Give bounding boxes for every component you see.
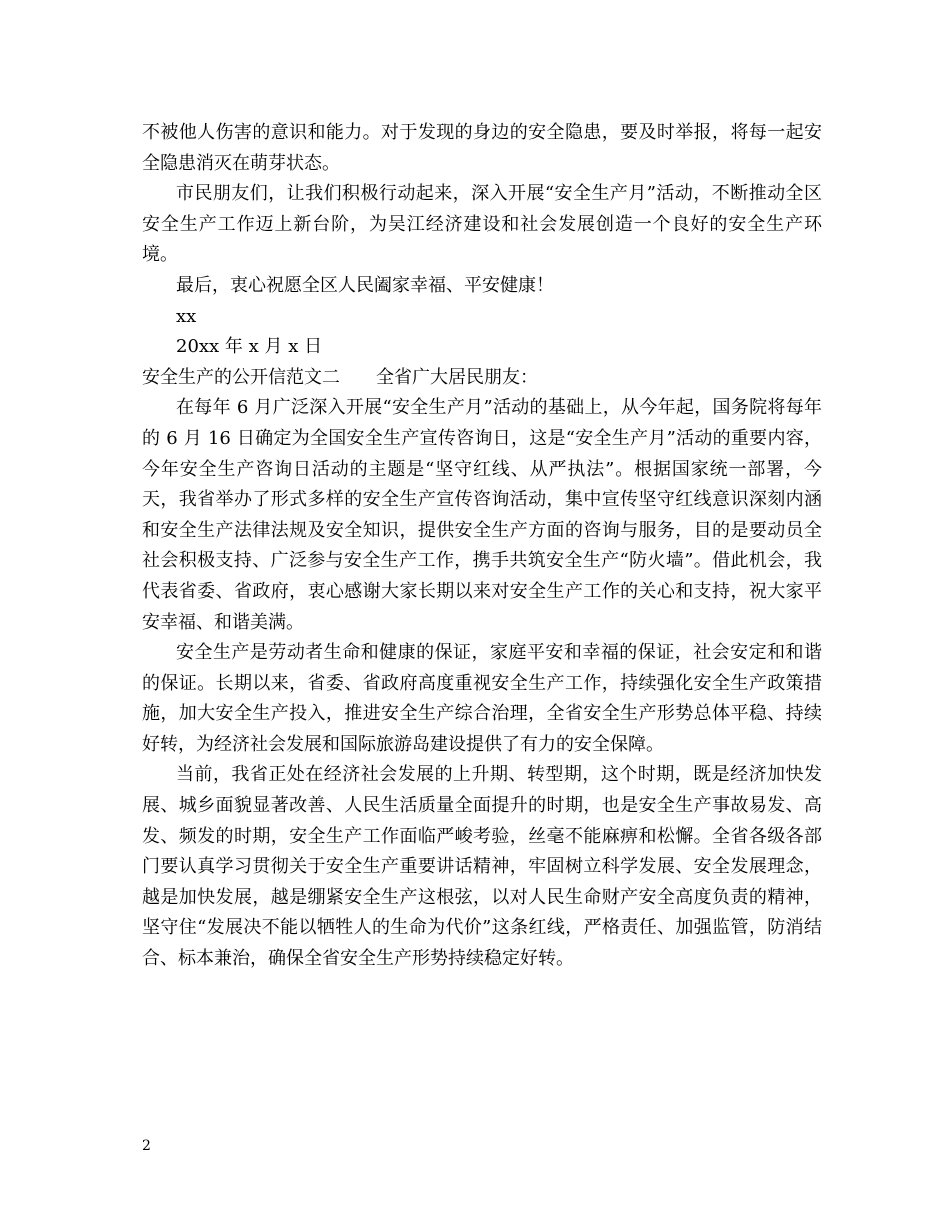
- paragraph-safety-guarantee: 安全生产是劳动者生命和健康的保证，家庭平安和幸福的保证，社会安定和和谐的保证。长期以来，省委、省政府高度重视安全生产工作，持续强化安全生产政策措施，加大安全生产投入，推进安全生产综合治理，全省安全生产形势总体平稳、持续好转，为经济社会发展和国际旅游岛建设提供了有力的安全保障。: [142, 642, 822, 755]
- paragraph-closing-wish: 最后，衷心祝愿全区人民阖家幸福、平安健康！: [176, 274, 554, 296]
- paragraph-call-to-action: 市民朋友们，让我们积极行动起来，深入开展“安全生产月”活动，不断推动全区安全生产工作迈上新台阶，为吴江经济建设和社会发展创造一个良好的安全生产环境。: [142, 183, 822, 266]
- signature: xx: [176, 305, 197, 327]
- paragraph-current-situation: 当前，我省正处在经济社会发展的上升期、转型期，这个时期，既是经济加快发展、城乡面貌显著改善、人民生活质量全面提升的时期，也是安全生产事故易发、高发、频发的时期，安全生产工作面临严峻考验，丝毫不能麻痹和松懈。全省各级各部门要认真学习贯彻关于安全生产重要讲话精神，牢固树立科学发展、安全发展理念，越是加快发展，越是绷紧安全生产这根弦，以对人民生命财产安全高度负责的精神，坚守住“发展决不能以牺牲人的生命为代价”这条红线，严格责任、加强监管，防消结合、标本兼治，确保全省安全生产形势持续稳定好转。: [142, 764, 822, 970]
- paragraph-continuation: 不被他人伤害的意识和能力。对于发现的身边的安全隐患，要及时举报，将每一起安全隐患消灭在萌芽状态。: [142, 122, 822, 174]
- document-body: [142, 118, 822, 975]
- section-heading: 安全生产的公开信范文二 全省广大居民朋友：: [142, 366, 538, 388]
- date-line: 20xx 年 x 月 x 日: [176, 336, 323, 358]
- page-number: 2: [142, 1138, 151, 1154]
- paragraph-consultation-day: 在每年 6 月广泛深入开展“安全生产月”活动的基础上，从今年起，国务院将每年的 6 月 16 日确定为全国安全生产宣传咨询日，这是“安全生产月”活动的重要内容，今年安全生产咨询日活动的主题是“坚守红线、从严执法”。根据国家统一部署，今天，我省举办了形式多样的安全生产宣传咨询活动，集中宣传坚守红线意识深刻内涵和安全生产法律法规及安全知识，提供安全生产方面的咨询与服务，目的是要动员全社会积极支持、广泛参与安全生产工作，携手共筑安全生产“防火墙”。借此机会，我代表省委、省政府，衷心感谢大家长期以来对安全生产工作的关心和支持，祝大家平安幸福、和谐美满。: [142, 397, 822, 633]
